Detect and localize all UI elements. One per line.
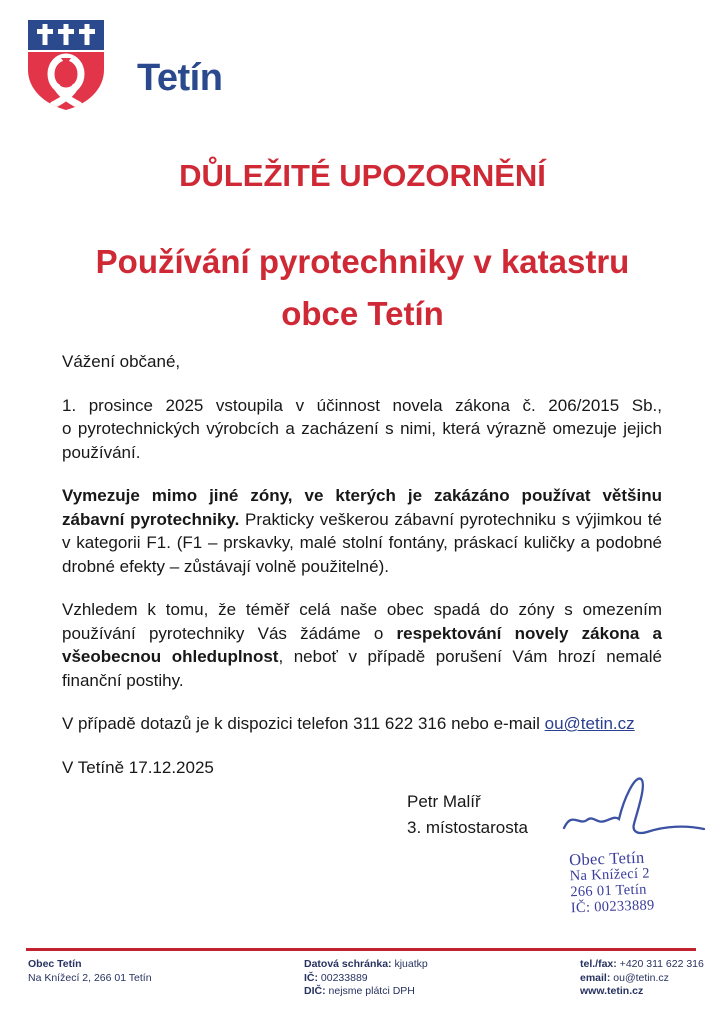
footer-databox-line: [304, 958, 554, 972]
signatory-block: [407, 789, 528, 841]
footer-dic-value: nejsme plátci DPH: [325, 985, 415, 997]
paragraph-zones-bold: Vymezuje mimo jiné zóny, ve kterých je zakázáno používat většinu zábavní pyrotechniky.: [62, 486, 662, 529]
email-link[interactable]: ou@tetin.cz: [544, 714, 635, 733]
footer-address-column: [28, 958, 278, 985]
footer-email-value: ou@tetin.cz: [610, 971, 669, 984]
handwritten-signature-icon: [558, 768, 710, 856]
signatory-name: Petr Malíř: [407, 792, 481, 811]
paragraph-request-pre: Vzhledem k tomu, že téměř celá naše obec spadá do zóny s omezením používání pyrotechniky Vás žádáme o: [62, 600, 662, 643]
footer-registry-column: [304, 958, 554, 999]
paragraph-zones-rest: Prakticky veškerou zábavní pyrotechniku s výjimkou té v kategorii F1. (F1 – prskavky, malé stolní fontány, práskací kuličky a podobné drobné efekty – zůstávají volně použitelné).: [62, 509, 662, 576]
footer-contact-column: [580, 958, 720, 999]
signatory-title: 3. místostarosta: [407, 818, 528, 837]
footer-dic-line: [304, 985, 554, 999]
paragraph-request-post: , neboť v případě porušení Vám hrozí nemalé finanční postihy.: [62, 647, 662, 690]
letter-body: [62, 350, 662, 799]
footer-phone-label: tel./fax:: [580, 958, 617, 970]
salutation: Vážení občané,: [62, 352, 181, 371]
paragraph-contact-pre: V případě dotazů je k dispozici telefon 311 622 316 nebo e-mail: [62, 714, 545, 733]
footer-ic-line: [304, 972, 554, 986]
paragraph-request: [62, 598, 662, 692]
municipality-wordmark: Tetín: [137, 57, 223, 99]
footer-org-address: Na Knížecí 2, 266 01 Tetín: [28, 971, 152, 984]
footer-email-line: [580, 972, 720, 986]
official-stamp: [569, 848, 701, 916]
footer-divider: [26, 948, 696, 951]
footer-ic-label: IČ:: [304, 971, 318, 984]
tetin-coat-of-arms-icon: [25, 17, 107, 113]
stamp-line-1: Obec Tetín: [568, 847, 645, 870]
footer-ic-value: 00233889: [318, 971, 368, 984]
paragraph-zones: [62, 484, 662, 578]
paragraph-contact: [62, 712, 662, 736]
footer-databox-value: kjuatkp: [391, 958, 428, 970]
footer-databox-label: Datová schránka:: [304, 958, 392, 970]
stamp-line-3: 266 01 Tetín: [570, 881, 647, 901]
notice-subtitle-line2: obce Tetín: [281, 295, 444, 332]
footer-phone-value: +420 311 622 316: [616, 958, 704, 970]
stamp-line-4: IČ: 00233889: [570, 897, 655, 917]
stamp-line-2: Na Knížecí 2: [569, 865, 651, 885]
footer-dic-label: DIČ:: [304, 985, 326, 997]
municipality-logo: [25, 17, 325, 113]
footer-email-label: email:: [580, 971, 611, 984]
paragraph-law-effective: 1. prosince 2025 vstoupila v účinnost novela zákona č. 206/2015 Sb., o pyrotechnických výrobcích a zacházení s nimi, která výrazně omezuje jejich používání.: [62, 395, 662, 462]
footer-org-name: Obec Tetín: [28, 958, 82, 970]
footer-website: www.tetin.cz: [580, 985, 644, 997]
notice-title: DŮLEŽITÉ UPOZORNĚNÍ: [179, 158, 546, 193]
dateline: V Tetíně 17.12.2025: [62, 757, 214, 777]
paragraph-request-bold: respektování novely zákona a všeobecnou ohleduplnost: [62, 623, 662, 666]
notice-subtitle: [0, 236, 725, 340]
footer-phone-line: [580, 958, 720, 972]
notice-subtitle-line1: Používání pyrotechniky v katastru: [95, 243, 630, 280]
